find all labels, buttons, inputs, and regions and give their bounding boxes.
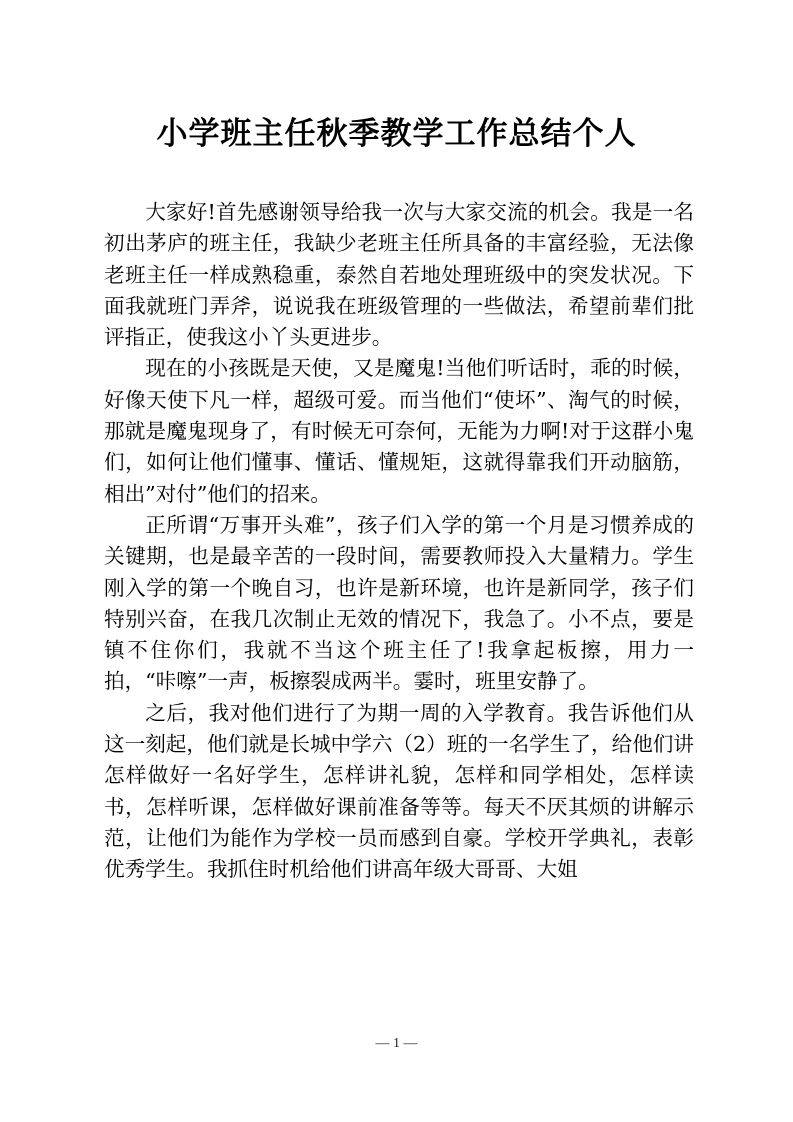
paragraph: 大家好!首先感谢领导给我一次与大家交流的机会。我是一名初出茅庐的班主任，我缺少老班主任所具备的丰富经验，无法像老班主任一样成熟稳重，泰然自若地处理班级中的突发状况。下面我就班门弄斧，说说我在班级管理的一些做法，希望前辈们批评指正，使我这小丫头更进步。	[104, 200, 694, 350]
paragraph: 现在的小孩既是天使，又是魔鬼!当他们听话时，乖的时候，好像天使下凡一样，超级可爱。而当他们“使坏”、淘气的时候，那就是魔鬼现身了，有时候无可奈何，无能为力啊!对于这群小鬼们，如何让他们懂事、懂话、懂规矩，这就得靠我们开动脑筋，相出”对付”他们的招来。	[104, 356, 694, 506]
document-title: 小学班主任秋季教学工作总结个人	[156, 116, 637, 152]
document-body	[104, 197, 694, 886]
page-number: — 1 —	[375, 1036, 418, 1051]
paragraph: 之后，我对他们进行了为期一周的入学教育。我告诉他们从这一刻起，他们就是长城中学六（2）班的一名学生了，给他们讲怎样做好一名好学生，怎样讲礼貌，怎样和同学相处，怎样读书，怎样听课，怎样做好课前准备等等。每天不厌其烦的讲解示范，让他们为能作为学校一员而感到自豪。学校开学典礼，表彰优秀学生。我抓住时机给他们讲高年级大哥哥、大姐	[104, 700, 694, 882]
paragraph: 正所谓“万事开头难”，孩子们入学的第一个月是习惯养成的关键期，也是最辛苦的一段时间，需要教师投入大量精力。学生刚入学的第一个晚自习，也许是新环境，也许是新同学，孩子们特别兴奋，在我几次制止无效的情况下，我急了。小不点，要是镇不住你们，我就不当这个班主任了!我拿起板擦，用力一拍，“咔嚓”一声，板擦裂成两半。霎时，班里安静了。	[104, 512, 694, 694]
